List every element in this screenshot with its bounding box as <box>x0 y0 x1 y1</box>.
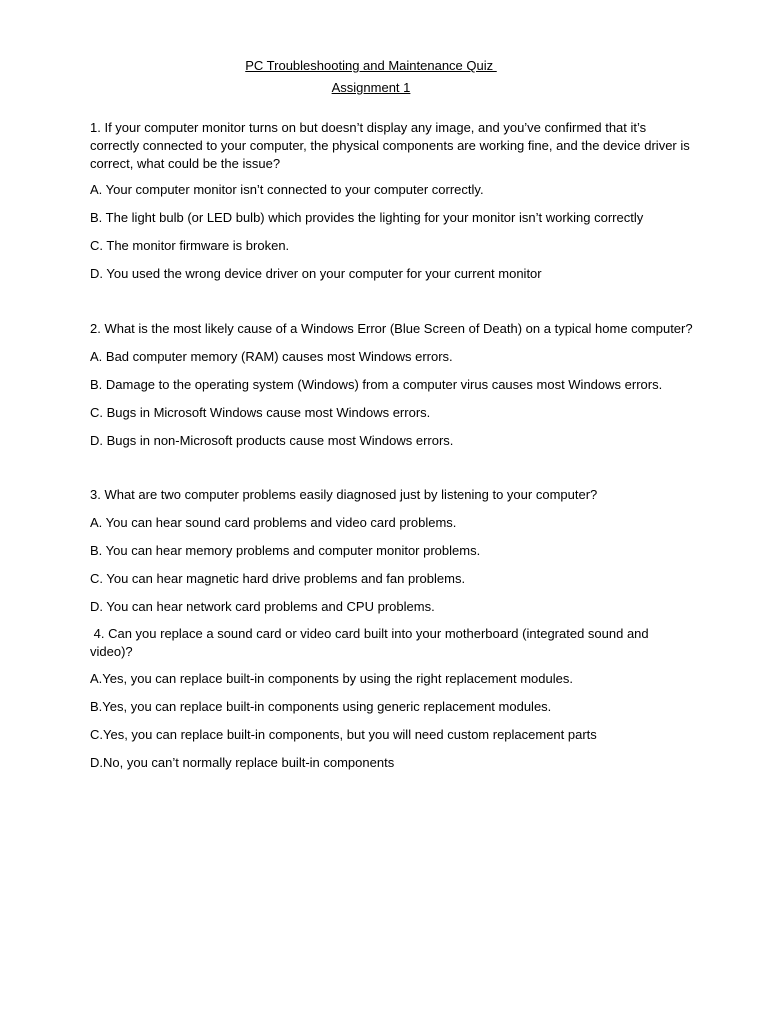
document-subtitle: Assignment 1 <box>331 80 411 95</box>
question-2-stem: 2. What is the most likely cause of a Windows Error (Blue Screen of Death) on a typical home computer? <box>90 321 693 336</box>
question-4-option-a: A.Yes, you can replace built-in components by using the right replacement modules. <box>90 671 573 686</box>
question-1-option-c: C. The monitor firmware is broken. <box>90 238 290 253</box>
question-3-option-b: B. You can hear memory problems and computer monitor problems. <box>90 543 481 558</box>
question-4-option-b: B.Yes, you can replace built-in components using generic replacement modules. <box>90 699 552 714</box>
question-4-option-d: D.No, you can’t normally replace built-in components <box>90 755 395 770</box>
question-1-option-d: D. You used the wrong device driver on your computer for your current monitor <box>90 266 542 281</box>
question-2-option-d: D. Bugs in non-Microsoft products cause most Windows errors. <box>90 433 454 448</box>
question-4-option-c: C.Yes, you can replace built-in components, but you will need custom replacement parts <box>90 727 597 742</box>
question-1-stem: 1. If your computer monitor turns on but doesn’t display any image, and you’ve confirmed that it’s correctly connected to your computer, the physical components are working fine, and the device driver is correct, what could be the issue? <box>90 120 690 171</box>
question-2-option-a: A. Bad computer memory (RAM) causes most Windows errors. <box>90 349 453 364</box>
question-3-option-a: A. You can hear sound card problems and video card problems. <box>90 515 457 530</box>
question-2-option-b: B. Damage to the operating system (Windows) from a computer virus causes most Windows errors. <box>90 377 663 392</box>
question-2-option-c: C. Bugs in Microsoft Windows cause most Windows errors. <box>90 405 431 420</box>
document-title: PC Troubleshooting and Maintenance Quiz <box>245 58 497 73</box>
question-3-stem: 3. What are two computer problems easily diagnosed just by listening to your computer? <box>90 487 598 502</box>
question-3-option-c: C. You can hear magnetic hard drive problems and fan problems. <box>90 571 466 586</box>
question-3-option-d: D. You can hear network card problems and CPU problems. <box>90 599 435 614</box>
question-1-option-b: B. The light bulb (or LED bulb) which provides the lighting for your monitor isn’t working correctly <box>90 210 644 225</box>
question-1-option-a: A. Your computer monitor isn’t connected to your computer correctly. <box>90 182 484 197</box>
question-4-stem: 4. Can you replace a sound card or video card built into your motherboard (integrated sound and video)? <box>90 626 653 659</box>
